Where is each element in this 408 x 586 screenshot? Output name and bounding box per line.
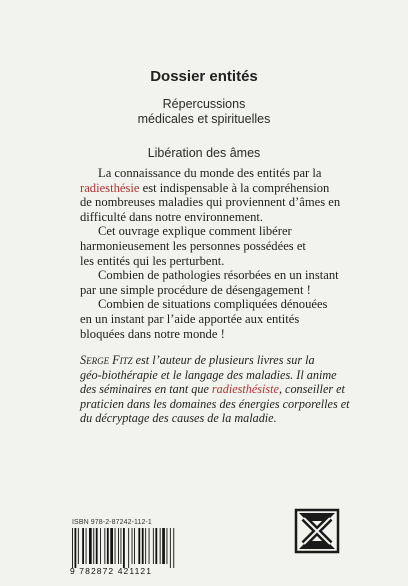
barcode-bar (142, 528, 144, 564)
blurb-line: par une simple procédure de désengagement ! (80, 282, 311, 297)
blurb-paragraph-2 (80, 224, 342, 268)
blurb-paragraph-1 (80, 166, 342, 224)
author-name: Serge Fitz (80, 353, 133, 367)
bio-line: praticien dans les domaines des énergies corporelles et (80, 396, 350, 411)
bio-line (80, 382, 350, 397)
barcode-bar (86, 528, 87, 564)
bio-line-pre: des séminaires en tant que (80, 382, 212, 397)
highlight-term: radiesthésie (80, 180, 140, 195)
blurb-line: de nombreuses maladies qui proviennent d’âmes en (80, 195, 341, 210)
barcode-bar (100, 528, 101, 564)
barcode-bar (160, 528, 161, 564)
barcode-bar (96, 528, 98, 564)
barcode-bar (118, 528, 119, 564)
blurb-text (80, 166, 342, 341)
barcode-bar (123, 528, 125, 568)
barcode-bar (132, 528, 133, 564)
blurb-line: difficulté dans notre environnement. (80, 209, 264, 224)
isbn-label: ISBN 978-2-87242-112-1 (72, 519, 152, 526)
barcode-number: 9 782872 421121 (70, 566, 153, 576)
barcode-bar (75, 528, 77, 568)
blurb-line: Combien de situations compliquées dénouées (98, 297, 328, 312)
blurb-line-rest: est indispensable à la compréhension (139, 180, 330, 195)
blurb-paragraph-4 (80, 297, 342, 341)
blurb-line: La connaissance du monde des entités par la (98, 166, 322, 180)
bio-line: géo-biothérapie et le langage des maladies. Il anime (80, 367, 337, 382)
barcode-bar (167, 528, 168, 564)
barcode-bar (121, 528, 122, 564)
barcode-bar (115, 528, 116, 564)
blurb-line: harmonieusement les personnes possédées et (80, 238, 306, 253)
book-subtitle (0, 97, 408, 127)
barcode-bar (173, 528, 174, 568)
barcode-bar (145, 528, 146, 564)
blurb-paragraph-3 (80, 268, 342, 297)
book-subtitle-secondary: Libération des âmes (147, 146, 261, 160)
barcode-bar (153, 528, 154, 564)
barcode-bar (78, 528, 79, 564)
bio-line-post: , conseiller et (278, 382, 345, 397)
barcode-bar (72, 528, 73, 568)
barcode-bar (89, 528, 92, 564)
subtitle-line: Répercussions (162, 97, 246, 111)
barcode-bar (134, 528, 135, 564)
author-bio (80, 353, 350, 426)
barcode-bar (82, 528, 84, 564)
highlight-term: radiesthésiste (211, 382, 279, 397)
subtitle-line: médicales et spirituelles (137, 112, 271, 126)
blurb-line (80, 181, 342, 196)
barcode-bar (104, 528, 105, 564)
barcode (70, 528, 194, 570)
barcode-bar (110, 528, 113, 564)
barcode-bar (138, 528, 140, 564)
publisher-logo-icon (294, 508, 340, 554)
blurb-line: les entités qui les perturbent. (80, 253, 225, 268)
barcode-bar (128, 528, 129, 568)
barcode-bar (170, 528, 171, 568)
barcode-bar (107, 528, 109, 564)
blurb-line: Combien de pathologies résorbées en un instant (98, 268, 339, 283)
blurb-line: en un instant par l’aide apportée aux entités (80, 311, 300, 326)
bio-line (80, 353, 350, 368)
blurb-line: bloquées dans notre monde ! (80, 326, 225, 341)
barcode-bar (93, 528, 94, 564)
bio-line-rest: est l’auteur de plusieurs livres sur la (132, 353, 315, 367)
barcode-bar (155, 528, 157, 564)
barcode-bar (149, 528, 150, 564)
bio-line: du décryptage des causes de la maladie. (80, 411, 277, 426)
blurb-line: Cet ouvrage explique comment libérer (98, 224, 292, 239)
barcode-bar (162, 528, 165, 564)
book-title: Dossier entités (150, 68, 258, 85)
